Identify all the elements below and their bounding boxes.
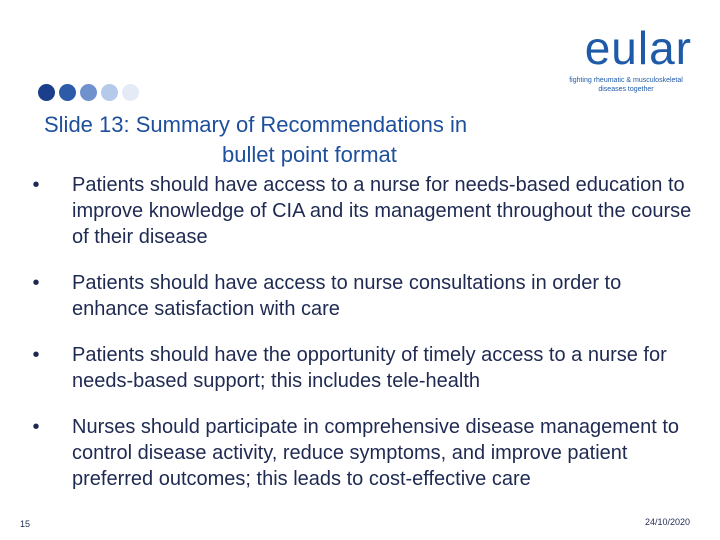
eular-logo bbox=[560, 22, 692, 94]
bullet-item bbox=[26, 342, 696, 394]
bullet-item bbox=[26, 414, 696, 492]
bullet-mark: • bbox=[32, 174, 40, 196]
slide-date: 24/10/2020 bbox=[644, 517, 690, 527]
bullet-text: Patients should have access to a nurse for needs-based education to improve knowledge of CIA and its management throughout the course of their disease bbox=[72, 174, 692, 248]
dot-5 bbox=[122, 84, 139, 101]
page-number: 15 bbox=[20, 519, 31, 529]
dot-4 bbox=[101, 84, 118, 101]
dot-3 bbox=[80, 84, 97, 101]
dot-1 bbox=[38, 84, 55, 101]
bullet-mark: • bbox=[32, 416, 40, 438]
bullet-mark: • bbox=[32, 344, 40, 366]
logo-wordmark: eular bbox=[584, 22, 692, 74]
bullet-mark: • bbox=[32, 272, 40, 294]
bullet-list bbox=[26, 172, 696, 512]
slide-title-line-1: Slide 13: Summary of Recommendations in bbox=[44, 112, 468, 137]
bullet-item bbox=[26, 270, 696, 322]
bullet-text: Patients should have the opportunity of timely access to a nurse for needs-based support; this includes tele-health bbox=[72, 344, 667, 392]
dot-2 bbox=[59, 84, 76, 101]
slide-title bbox=[44, 110, 604, 170]
bullet-text: Patients should have access to nurse consultations in order to enhance satisfaction with care bbox=[72, 272, 622, 320]
decorative-dots bbox=[38, 84, 139, 101]
bullet-text: Nurses should participate in comprehensive disease management to control disease activity, reduce symptoms, and improve patient preferred outcomes; this leads to cost-effective care bbox=[72, 416, 680, 490]
logo-tagline: fighting rheumatic & musculoskeletal diseases together bbox=[569, 77, 683, 93]
slide-title-line-2: bullet point format bbox=[222, 142, 397, 167]
bullet-item bbox=[26, 172, 696, 250]
